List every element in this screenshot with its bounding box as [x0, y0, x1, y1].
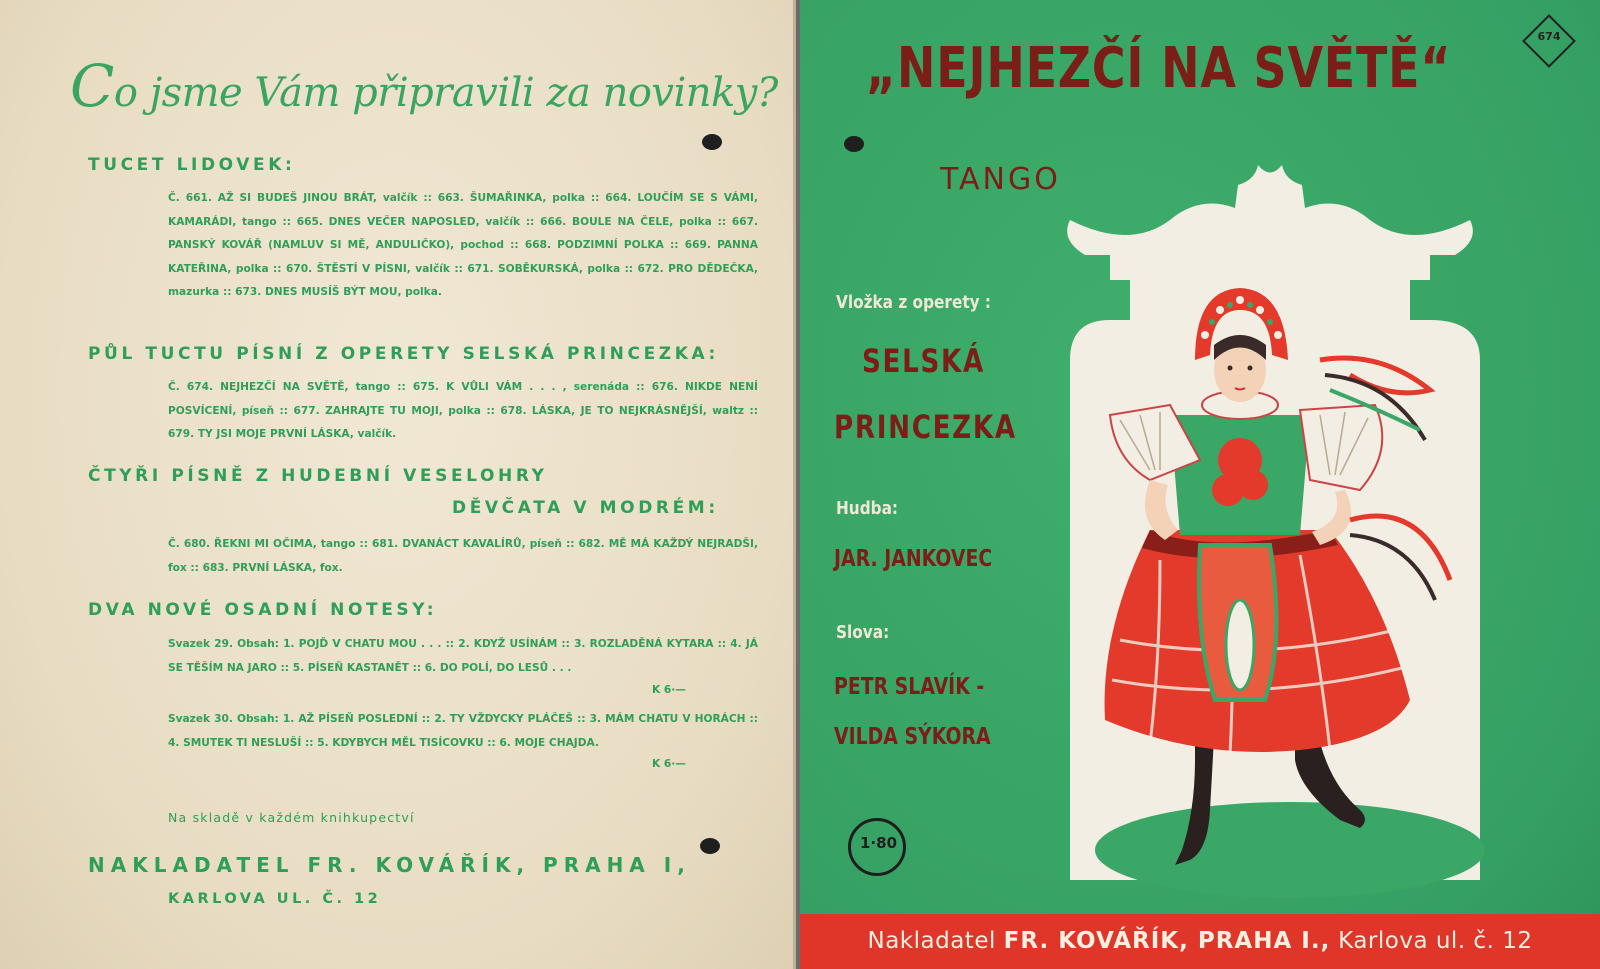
operetta-name-line2: PRINCEZKA	[834, 408, 1017, 446]
punch-hole-lower	[700, 838, 720, 854]
heading-initial: C	[70, 52, 114, 120]
lyricist-line2: VILDA SÝKORA	[834, 724, 991, 750]
publisher-address: KARLOVA UL. Č. 12	[168, 891, 382, 907]
operetta-name-line1: SELSKÁ	[862, 342, 985, 380]
front-cover-page	[800, 0, 1600, 969]
volume-29-text: Svazek 29. Obsah: 1. POJĎ V CHATU MOU . . . :: 2. KDYŽ USÍNÁM :: 3. ROZLADĚNÁ KYTARA :: 4. JÁ SE TĚŠÍM NA JARO :: 5. PÍSEŇ KASTANĚT :: 6. DO POLÍ, DO LESŮ . . .	[168, 638, 758, 674]
lyrics-label: Slova:	[836, 622, 890, 643]
stock-note: Na skladě v každém knihkupectví	[168, 810, 415, 825]
publisher-footer	[800, 914, 1600, 969]
folk-costume-girl-illustration	[1000, 160, 1560, 910]
section-title-veselohra: ČTYŘI PÍSNĚ Z HUDEBNÍ VESELOHRY	[88, 466, 548, 486]
footer-prefix: Nakladatel	[867, 928, 1004, 954]
composer-name: JAR. JANKOVEC	[834, 546, 993, 572]
volume-30-price: K 6·—	[652, 758, 686, 770]
section-title-lidovky: TUCET LIDOVEK:	[88, 155, 296, 175]
section-title-veselohra-2: DĚVČATA V MODRÉM:	[452, 498, 719, 518]
section-text-operetta: Č. 674. NEJHEZČÍ NA SVĚTĚ, tango :: 675. K VŮLI VÁM . . . , serenáda :: 676. NIKDE NENÍ POSVÍCENÍ, píseň :: 677. ZAHRAJTE TU MOJI, polka :: 678. LÁSKA, JE TO NEJKRÁSNĚJŠÍ, waltz :: 679. TY JSI MOJE PRVNÍ LÁSKA, valčík.	[168, 381, 758, 440]
back-cover-page	[0, 0, 796, 969]
music-label: Hudba:	[836, 498, 899, 519]
operetta-label: Vložka z operety :	[836, 292, 992, 313]
song-genre: TANGO	[940, 162, 1061, 197]
song-title: „NEJHEZČÍ NA SVĚTĚ“	[866, 36, 1452, 101]
catalog-number: 674	[1537, 30, 1561, 43]
section-text-lidovky: Č. 661. AŽ SI BUDEŠ JINOU BRÁT, valčík :: 663. ŠUMAŘINKA, polka :: 664. LOUČÍM SE S VÁMI, KAMARÁDI, tango :: 665. DNES VEČER NAPOSLED, valčík :: 666. BOULE NA ČELE, polka :: 667. PANSKÝ KOVÁŘ (NAMLUV SI MĚ, ANDULIČKO), pochod :: 668. PODZIMNÍ POLKA :: 669. PANNA KATEŘINA, polka :: 670. ŠTĚSTÍ V PÍSNI, valčík :: 671. SOBĚKURSKÁ, polka :: 672. PRO DĚDEČKA, mazurka :: 673. DNES MUSÍŠ BÝT MOU, polka.	[168, 192, 758, 298]
section-text-veselohra: Č. 680. ŘEKNI MI OČIMA, tango :: 681. DVANÁCT KAVALÍRŮ, píseň :: 682. MĚ MÁ KAŽDÝ NEJRADŠI, fox :: 683. PRVNÍ LÁSKA, fox.	[168, 538, 758, 574]
footer-publisher-name: FR. KOVÁŘÍK, PRAHA I.,	[1003, 928, 1331, 954]
punch-hole-right	[844, 136, 864, 152]
footer-address: Karlova ul. č. 12	[1330, 928, 1533, 954]
volume-29-price: K 6·—	[652, 684, 686, 696]
punch-hole	[702, 134, 722, 150]
price-stamp-value: 1·80	[860, 834, 898, 852]
section-title-operetta: PŮL TUCTU PÍSNÍ Z OPERETY SELSKÁ PRINCEZKA:	[88, 344, 719, 364]
page-heading	[70, 52, 790, 120]
publisher-line: NAKLADATEL FR. KOVÁŘÍK, PRAHA I,	[88, 853, 691, 877]
volume-30-text: Svazek 30. Obsah: 1. AŽ PÍSEŇ POSLEDNÍ :: 2. TY VŽDYCKY PLÁČEŠ :: 3. MÁM CHATU V HORÁCH :: 4. SMUTEK TI NESLUŠÍ :: 5. KDYBYCH MĚL TISÍCOVKU :: 6. MOJE CHAJDA.	[168, 713, 758, 749]
heading-rest: o jsme Vám připravili za novinky?	[113, 70, 778, 116]
lyricist-line1: PETR SLAVÍK -	[834, 674, 985, 700]
section-title-notesy: DVA NOVÉ OSADNÍ NOTESY:	[88, 600, 438, 620]
